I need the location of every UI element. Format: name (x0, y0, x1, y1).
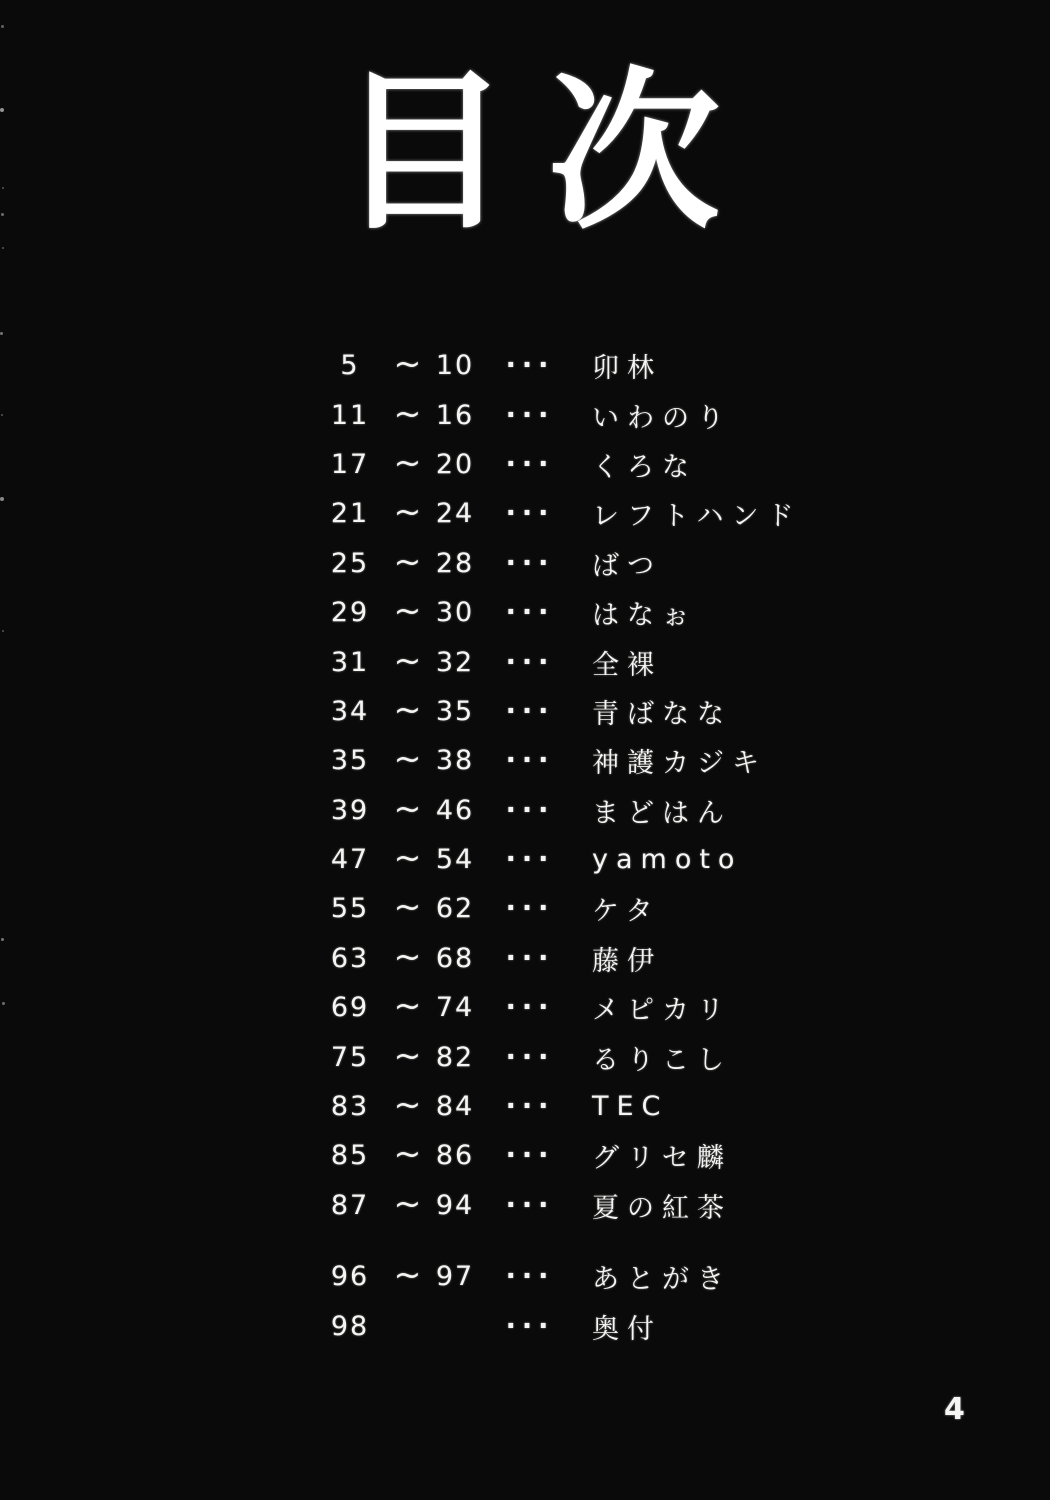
entry-name: くろな (592, 451, 697, 483)
start-page: 96 (330, 1261, 370, 1293)
end-page: 38 (435, 745, 475, 777)
toc-row (315, 1252, 995, 1301)
toc-row (315, 539, 995, 588)
ellipsis-dots: ··· (505, 646, 555, 678)
toc-row (315, 489, 995, 538)
range-tilde: ~ (393, 541, 422, 581)
range-tilde: ~ (393, 1134, 422, 1174)
toc-list (315, 341, 995, 1230)
scan-dust-dot (2, 630, 4, 632)
end-page: 20 (435, 448, 475, 480)
end-page: 82 (435, 1041, 475, 1073)
range-tilde: ~ (393, 887, 422, 927)
ellipsis-dots: ··· (505, 1310, 555, 1342)
start-page: 21 (330, 498, 370, 530)
entry-name: メピカリ (592, 995, 732, 1027)
range-tilde: ~ (393, 986, 422, 1026)
entry-name: グリセ麟 (592, 1143, 732, 1175)
start-page: 98 (330, 1310, 370, 1342)
entry-name: 青ばなな (592, 698, 732, 730)
ellipsis-dots: ··· (505, 745, 555, 777)
toc-row (315, 687, 995, 736)
range-tilde: ~ (393, 788, 422, 828)
ellipsis-dots: ··· (505, 992, 555, 1024)
end-page: 35 (435, 695, 475, 727)
entry-name: 夏の紅茶 (592, 1192, 732, 1224)
range-tilde: ~ (393, 739, 422, 779)
start-page: 31 (330, 646, 370, 678)
start-page: 25 (330, 547, 370, 579)
end-page: 16 (435, 399, 475, 431)
ellipsis-dots: ··· (505, 844, 555, 876)
range-tilde: ~ (393, 1085, 422, 1125)
entry-name: 奥付 (592, 1313, 662, 1345)
ellipsis-dots: ··· (505, 893, 555, 925)
end-page: 62 (435, 893, 475, 925)
toc-row (315, 1301, 995, 1350)
start-page: 75 (330, 1041, 370, 1073)
start-page: 35 (330, 745, 370, 777)
toc-row (315, 1131, 995, 1180)
entry-name: 藤伊 (592, 945, 662, 977)
start-page: 47 (330, 844, 370, 876)
range-tilde: ~ (393, 838, 422, 878)
ellipsis-dots: ··· (505, 1041, 555, 1073)
start-page: 55 (330, 893, 370, 925)
toc-footer-list (315, 1252, 995, 1351)
range-tilde: ~ (393, 393, 422, 433)
page-number: 4 (944, 1392, 966, 1427)
scan-dust-dot (2, 1002, 5, 1005)
start-page: 11 (330, 399, 370, 431)
toc-row (315, 588, 995, 637)
ellipsis-dots: ··· (505, 794, 555, 826)
start-page: 5 (340, 350, 360, 382)
range-tilde: ~ (393, 1255, 422, 1295)
ellipsis-dots: ··· (505, 695, 555, 727)
entry-name: TEC (592, 1091, 669, 1123)
ellipsis-dots: ··· (505, 1091, 555, 1123)
toc-row (315, 637, 995, 686)
range-tilde: ~ (393, 936, 422, 976)
end-page: 74 (435, 992, 475, 1024)
ellipsis-dots: ··· (505, 547, 555, 579)
entry-name: あとがき (592, 1264, 732, 1296)
scan-dust-dot (0, 332, 3, 335)
page-title: 目次 (338, 50, 758, 253)
start-page: 69 (330, 992, 370, 1024)
scan-dust-dot (0, 497, 4, 501)
toc-row (315, 835, 995, 884)
ellipsis-dots: ··· (505, 942, 555, 974)
scan-dust-dot (1, 414, 3, 416)
start-page: 63 (330, 942, 370, 974)
range-tilde: ~ (393, 492, 422, 532)
entry-name: るりこし (592, 1044, 732, 1076)
toc-row (315, 934, 995, 983)
end-page: 86 (435, 1140, 475, 1172)
toc-row (315, 884, 995, 933)
ellipsis-dots: ··· (505, 498, 555, 530)
range-tilde: ~ (393, 1035, 422, 1075)
end-page: 10 (435, 350, 475, 382)
ellipsis-dots: ··· (505, 399, 555, 431)
range-tilde: ~ (393, 591, 422, 631)
ellipsis-dots: ··· (505, 350, 555, 382)
start-page: 83 (330, 1091, 370, 1123)
start-page: 34 (330, 695, 370, 727)
range-tilde: ~ (393, 640, 422, 680)
ellipsis-dots: ··· (505, 597, 555, 629)
scan-dust-dot (1, 25, 4, 28)
toc-row (315, 1082, 995, 1131)
range-tilde: ~ (393, 1183, 422, 1223)
toc-row (315, 390, 995, 439)
ellipsis-dots: ··· (505, 448, 555, 480)
start-page: 17 (330, 448, 370, 480)
end-page: 32 (435, 646, 475, 678)
ellipsis-dots: ··· (505, 1140, 555, 1172)
end-page: 24 (435, 498, 475, 530)
toc-row (315, 1181, 995, 1230)
toc-row (315, 736, 995, 785)
scan-dust-dot (1, 938, 4, 941)
entry-name: いわのり (592, 402, 732, 434)
entry-name: レフトハンド (592, 501, 802, 533)
end-page: 46 (435, 794, 475, 826)
end-page: 68 (435, 942, 475, 974)
entry-name: はなぉ (592, 600, 697, 632)
start-page: 29 (330, 597, 370, 629)
toc-row (315, 786, 995, 835)
entry-name: 神護カジキ (592, 748, 767, 780)
entry-name: ばつ (592, 550, 662, 582)
range-tilde: ~ (393, 442, 422, 482)
end-page: 97 (435, 1261, 475, 1293)
toc-row (315, 983, 995, 1032)
start-page: 87 (330, 1189, 370, 1221)
ellipsis-dots: ··· (505, 1261, 555, 1293)
scan-dust-dot (2, 247, 4, 249)
toc-row (315, 341, 995, 390)
end-page: 84 (435, 1091, 475, 1123)
end-page: 54 (435, 844, 475, 876)
entry-name: 卯林 (592, 353, 662, 385)
range-tilde: ~ (393, 689, 422, 729)
ellipsis-dots: ··· (505, 1189, 555, 1221)
toc-row (315, 440, 995, 489)
entry-name: まどはん (592, 797, 732, 829)
start-page: 85 (330, 1140, 370, 1172)
range-tilde: ~ (393, 344, 422, 384)
start-page: 39 (330, 794, 370, 826)
end-page: 94 (435, 1189, 475, 1221)
entry-name: 全裸 (592, 649, 662, 681)
entry-name: ケタ (592, 896, 661, 928)
toc-row (315, 1032, 995, 1081)
end-page: 28 (435, 547, 475, 579)
end-page: 30 (435, 597, 475, 629)
entry-name: yamoto (592, 844, 743, 876)
